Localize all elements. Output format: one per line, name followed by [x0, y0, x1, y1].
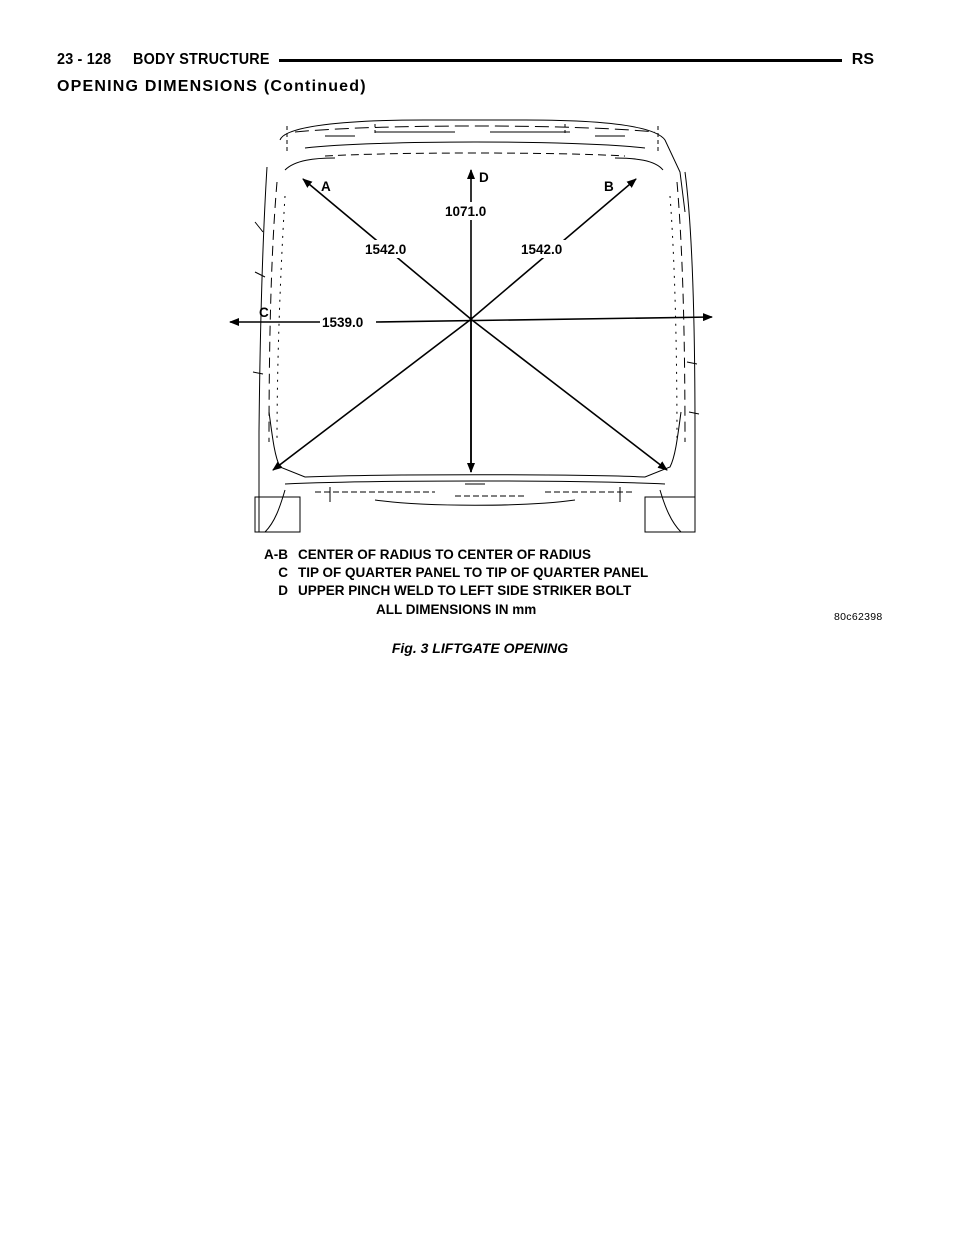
dimension-b-value: 1542.0 [521, 242, 563, 257]
label-b: B [604, 179, 614, 194]
legend-row-c [250, 564, 648, 582]
liftgate-diagram [225, 112, 720, 542]
page-number: 23 - 128 [57, 51, 112, 68]
dimension-line-c-right [375, 317, 712, 322]
label-d: D [479, 170, 489, 185]
figure-code: 80c62398 [834, 611, 883, 623]
dimension-a-value: 1542.0 [365, 242, 407, 257]
legend-key: A-B [264, 547, 288, 562]
dimension-c-value: 1539.0 [322, 315, 364, 330]
page-header [57, 49, 874, 71]
section-title: OPENING DIMENSIONS (Continued) [57, 78, 367, 95]
legend-text: CENTER OF RADIUS TO CENTER OF RADIUS [298, 547, 592, 562]
units-note: ALL DIMENSIONS IN mm [376, 602, 537, 617]
figure-legend [250, 546, 648, 600]
model-code: RS [851, 51, 874, 68]
legend-text: UPPER PINCH WELD TO LEFT SIDE STRIKER BOLT [298, 583, 632, 598]
dimension-line-a-lower [472, 320, 667, 470]
legend-key: C [278, 565, 288, 580]
diagram-labels [259, 170, 614, 330]
legend-row-d [250, 582, 648, 600]
section-name: BODY STRUCTURE [133, 51, 270, 68]
legend-key: D [278, 583, 288, 598]
dimension-line-b-lower [273, 320, 470, 470]
label-c: C [259, 305, 269, 320]
legend-text: TIP OF QUARTER PANEL TO TIP OF QUARTER PANEL [298, 565, 649, 580]
legend-row-ab [250, 546, 648, 564]
figure-caption: Fig. 3 LIFTGATE OPENING [391, 640, 569, 656]
dimension-d-value: 1071.0 [445, 204, 487, 219]
liftgate-figure [225, 112, 720, 542]
header-rule [279, 59, 842, 62]
label-a: A [321, 179, 331, 194]
